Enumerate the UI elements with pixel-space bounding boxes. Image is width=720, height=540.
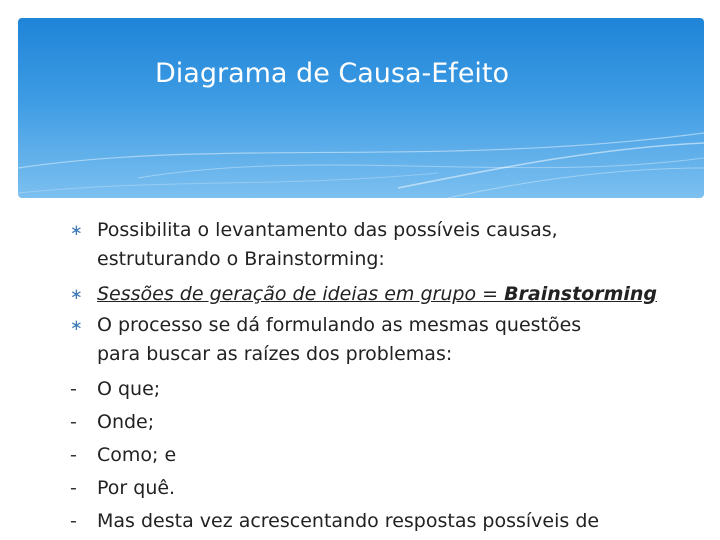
bullet-line: O processo se dá formulando as mesmas questões [97, 314, 582, 336]
sub-item-text: Como; e [97, 444, 177, 466]
bullet-line: para buscar as raízes dos problemas: [97, 343, 453, 365]
sub-item-text: O que; [97, 378, 161, 400]
sub-item [70, 406, 710, 439]
sub-item-text: Onde; [97, 411, 155, 433]
dash-bullet-icon: - [70, 444, 77, 466]
bullet-list [70, 216, 710, 538]
bullet-text: Sessões de geração de ideias em grupo = [97, 283, 505, 305]
star-bullet-icon: ∗ [70, 285, 83, 303]
sub-item-text: Por quê. [97, 477, 176, 499]
bullet-line: estruturando o Brainstorming: [97, 248, 385, 270]
bullet-emphasis: Brainstorming [504, 283, 658, 305]
bullet-item [70, 278, 710, 311]
bullet-item [70, 216, 710, 278]
banner-wave-lines [18, 18, 704, 198]
slide-title: Diagrama de Causa-Efeito [155, 58, 510, 89]
sub-item [70, 472, 710, 505]
sub-item [70, 373, 710, 406]
dash-bullet-icon: - [70, 477, 77, 499]
star-bullet-icon: ∗ [70, 316, 83, 334]
dash-bullet-icon: - [70, 510, 77, 532]
title-banner [18, 18, 704, 198]
dash-bullet-icon: - [70, 378, 77, 400]
bullet-item [70, 311, 710, 373]
bullet-line: Possibilita o levantamento das possíveis causas, [97, 219, 558, 241]
sub-item [70, 505, 710, 538]
star-bullet-icon: ∗ [70, 221, 83, 239]
sub-item [70, 439, 710, 472]
sub-item-text: Mas desta vez acrescentando respostas possíveis de [97, 510, 600, 532]
dash-bullet-icon: - [70, 411, 77, 433]
